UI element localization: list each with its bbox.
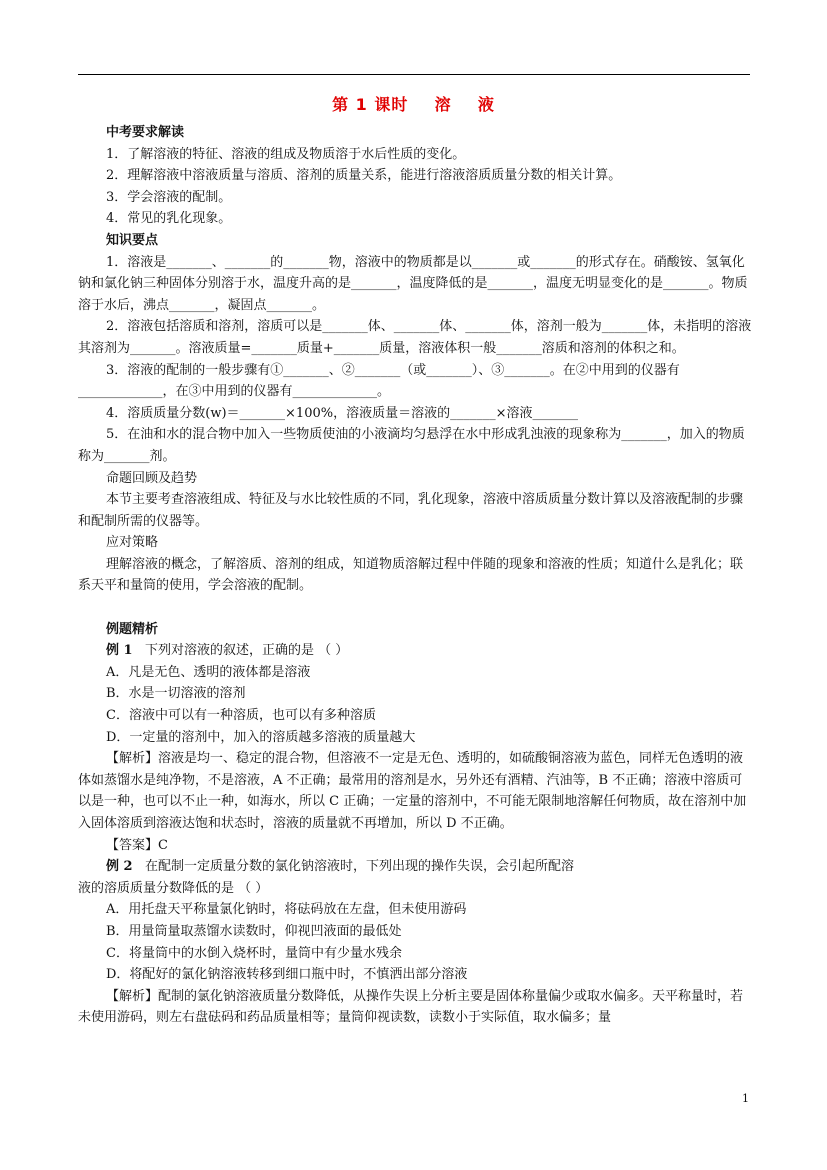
- section-heading-strategy: 应对策略: [106, 535, 159, 551]
- knowledge-item-2: 2．溶液包括溶质和溶剂，溶质可以是_______体、_______体、_______体，溶剂一般为_______体，未指明的溶液其溶剂为_______。溶液质量=_______质量+_______质量，溶液体积一般_______溶质和溶剂的体积之和。: [78, 319, 752, 356]
- spacer: [106, 597, 752, 619]
- example-2-question-text: 在配制一定质量分数的氯化钠溶液时，下列出现的操作失误，会引起所配溶: [144, 859, 574, 875]
- example-2-label: 例 2: [106, 859, 133, 875]
- strategy-text: 理解溶液的概念，了解溶质、溶剂的组成，知道物质溶解过程中伴随的现象和溶液的性质；知道什么是乳化；联系天平和量筒的使用，学会溶液的配制。: [78, 556, 744, 594]
- example-1-label: 例 1: [106, 643, 133, 659]
- example-2-option: D．将配好的氯化钠溶液转移到细口瓶中时，不慎洒出部分溶液: [106, 967, 468, 983]
- knowledge-item-1: 1．溶液是_______、_______的_______物，溶液中的物质都是以_______或_______的形式存在。硝酸铵、氢氧化钠和氯化钠三种固体分别溶于水，温度升高的是_______，温度降低的是_______，温度无明显变化的是_______。物质溶于水后，沸点_______，凝固点_______。: [78, 254, 748, 313]
- requirement-item: 4．常见的乳化现象。: [106, 211, 232, 227]
- example-2-question-continued: 液的溶质质量分数降低的是 （ ）: [78, 880, 269, 896]
- example-1-option: D．一定量的溶剂中，加入的溶质越多溶液的质量越大: [106, 729, 416, 745]
- example-2-question: [106, 856, 752, 878]
- trend-text: 本节主要考查溶液组成、特征及与水比较性质的不同，乳化现象，溶液中溶质质量分数计算以及溶液配制的步骤和配制所需的仪器等。: [78, 492, 744, 529]
- example-1-option: C．溶液中可以有一种溶质，也可以有多种溶质: [106, 708, 376, 724]
- section-heading-requirements: 中考要求解读: [106, 125, 185, 140]
- example-2-option: B．用量筒量取蒸馏水读数时，仰视凹液面的最低处: [106, 923, 402, 939]
- requirement-item: 1．了解溶液的特征、溶液的组成及物质溶于水后性质的变化。: [106, 146, 466, 162]
- example-1-question-text: 下列对溶液的叙述，正确的是 （ ）: [144, 643, 349, 659]
- example-1-option: A．凡是无色、透明的液体都是溶液: [106, 664, 311, 680]
- example-1-analysis: 【解析】溶液是均一、稳定的混合物，但溶液不一定是无色、透明的，如硫酸铜溶液为蓝色，同样无色透明的液体如蒸馏水是纯净物，不是溶液，A 不正确；最常用的溶剂是水，另外还有酒精、汽油等，B 不正确；溶液中溶质可以是一种，也可以不止一种，如海水，所以 C 正确；一定量的溶剂中，不可能无限制地溶解任何物质，故在溶剂中加入固体溶质到溶液达饱和状态时，溶液的质量就不再增加，所以 D 不正确。: [78, 751, 747, 831]
- requirement-item: 3．学会溶液的配制。: [106, 189, 232, 205]
- section-heading-knowledge: 知识要点: [106, 232, 159, 248]
- header-rule: [78, 74, 750, 75]
- knowledge-item-5: 5．在油和水的混合物中加入一些物质使油的小液滴均匀悬浮在水中形成乳浊液的现象称为_______，加入的物质称为_______剂。: [78, 427, 745, 464]
- example-1-option: B．水是一切溶液的溶剂: [106, 686, 246, 702]
- requirement-item: 2．理解溶液中溶液质量与溶质、溶剂的质量关系，能进行溶液溶质质量分数的相关计算。: [106, 168, 622, 184]
- page-number: 1: [742, 1092, 749, 1105]
- example-2-option: C．将量筒中的水倒入烧杯时，量筒中有少量水残余: [106, 945, 402, 961]
- example-1-answer: 【答案】C: [106, 837, 168, 853]
- knowledge-item-3: 3．溶液的配制的一般步骤有①_______、②_______（或_______）、③_______。在②中用到的仪器有_____________，在③中用到的仪器有_____________。: [78, 362, 680, 400]
- example-1-question: [106, 640, 752, 662]
- example-2-analysis: 【解析】配制的氯化钠溶液质量分数降低，从操作失误上分析主要是固体称量偏少或取水偏多。天平称量时，若未使用游码，则左右盘砝码和药品质量相等；量筒仰视读数，读数小于实际值，取水偏多；量: [78, 988, 744, 1026]
- page-title: 第 1 课时 溶 液: [332, 95, 495, 114]
- example-2-option: A．用托盘天平称量氯化钠时，将砝码放在左盘，但未使用游码: [106, 902, 467, 918]
- section-heading-trend: 命题回顾及趋势: [106, 470, 198, 486]
- document-body: [78, 122, 752, 1029]
- section-heading-examples: 例题精析: [106, 621, 159, 637]
- knowledge-item-4: 4．溶质质量分数(w)＝_______×100%，溶液质量＝溶液的_______×溶液_______: [106, 405, 578, 421]
